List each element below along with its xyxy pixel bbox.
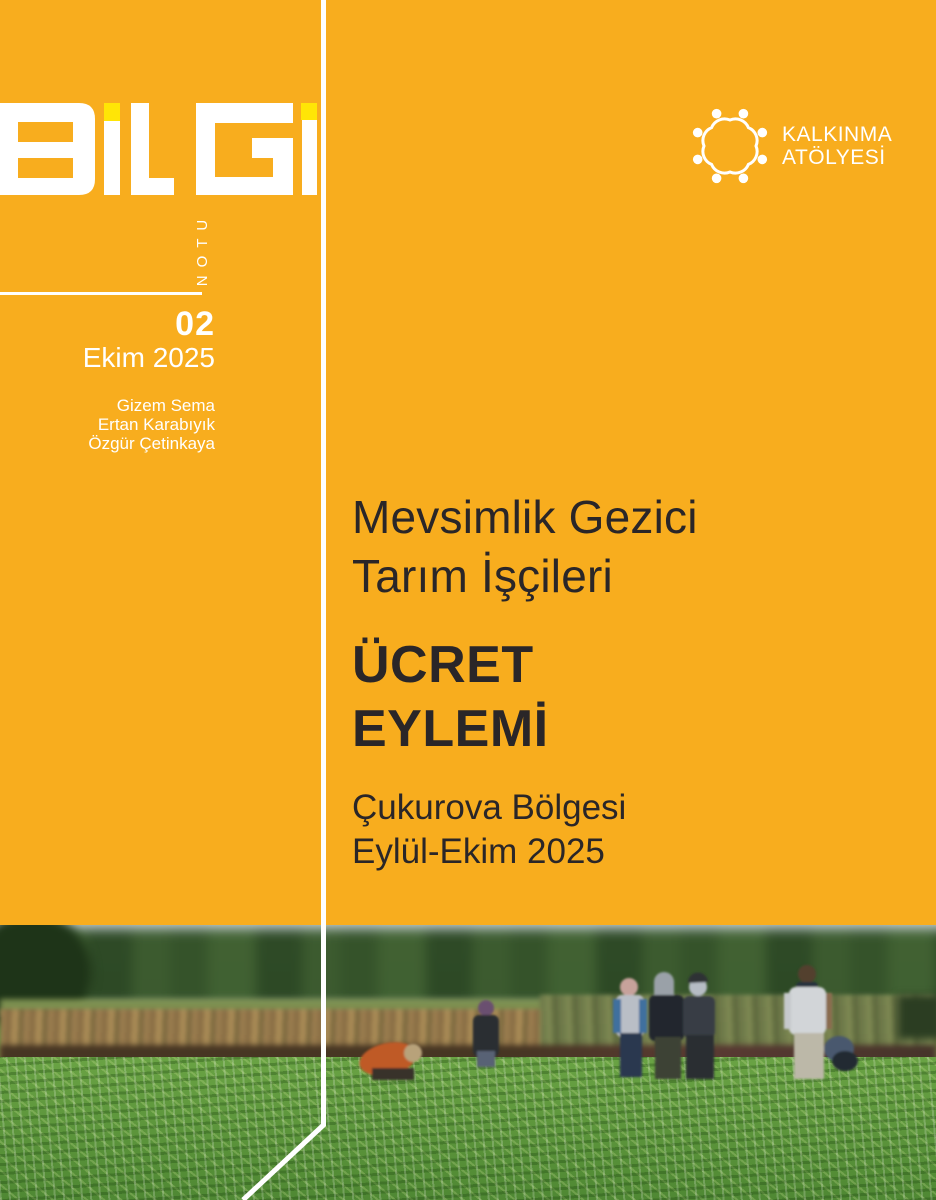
issue-block bbox=[0, 306, 215, 374]
publisher-name-line2: ATÖLYESİ bbox=[782, 146, 886, 169]
issue-date: Ekim 2025 bbox=[82, 342, 215, 373]
bilgi-logo bbox=[0, 95, 330, 225]
cover-photo bbox=[0, 925, 936, 1200]
issue-number: 02 bbox=[175, 305, 215, 343]
subtitle-line1: Çukurova Bölgesi bbox=[352, 788, 627, 827]
title-emphasis-line1: ÜCRET bbox=[352, 636, 534, 694]
masthead-rule bbox=[0, 292, 202, 295]
author-name: Özgür Çetinkaya bbox=[88, 434, 215, 453]
title-block bbox=[352, 488, 698, 874]
author-name: Ertan Karabıyık bbox=[97, 415, 215, 434]
author-list bbox=[0, 396, 215, 453]
publisher-name bbox=[782, 123, 892, 169]
subtitle-line2: Eylül-Ekim 2025 bbox=[352, 832, 605, 871]
title-line2: Tarım İşçileri bbox=[352, 550, 613, 602]
author-name: Gizem Sema bbox=[116, 396, 215, 415]
publisher-block bbox=[688, 104, 892, 188]
notu-label: NOTU bbox=[194, 211, 211, 287]
title-line1: Mevsimlik Gezici bbox=[352, 491, 698, 543]
kalkinma-atolyesi-logo-icon bbox=[688, 104, 772, 188]
publisher-name-line1: KALKINMA bbox=[782, 123, 893, 146]
subtitle bbox=[352, 786, 698, 874]
title-emphasis bbox=[352, 633, 698, 761]
photo-workers bbox=[0, 925, 936, 1200]
title-emphasis-line2: EYLEMİ bbox=[352, 700, 549, 758]
